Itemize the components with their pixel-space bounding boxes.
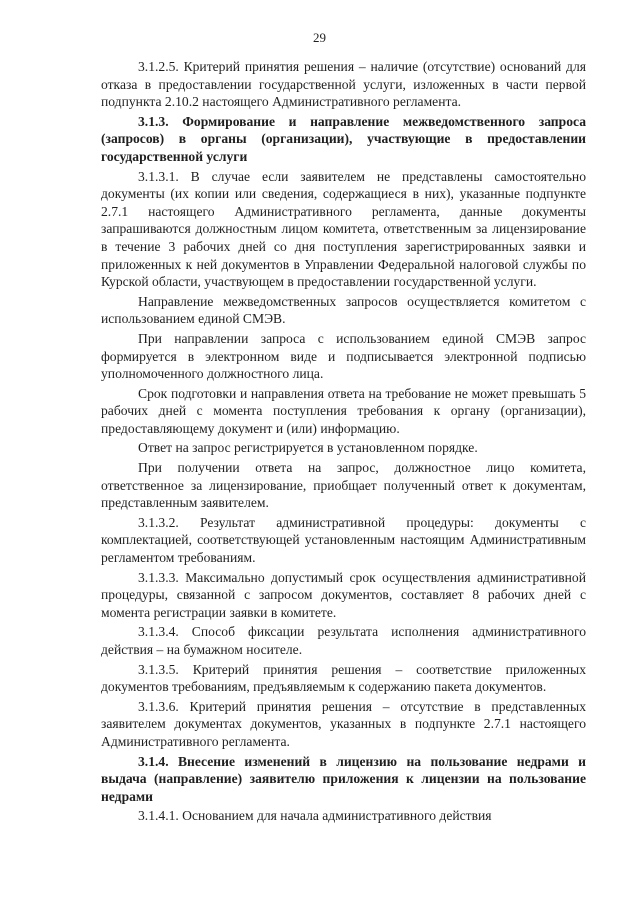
paragraph-3-1-3-6: 3.1.3.6. Критерий принятия решения – отсутствие в представленных заявителем документах документов, указанных в подпункте 2.7.1 настоящего Административного регламента. — [101, 698, 586, 749]
paragraph-3-1-2-5: 3.1.2.5. Критерий принятия решения – наличие (отсутствие) оснований для отказа в предоставлении государственной услуги, изложенных в части первой подпункта 2.10.2 настоящего Административного регламента. — [101, 59, 586, 110]
paragraph-3-1-3-5: 3.1.3.5. Критерий принятия решения – соответствие приложенных документов требованиям, предъявляемым к содержанию пакета документов. — [101, 661, 586, 695]
paragraph-3-1-4-1: 3.1.4.1. Основанием для начала административного действия — [138, 808, 492, 824]
paragraph-response-attachment: При получении ответа на запрос, должностное лицо комитета, ответственное за лицензирование, приобщает полученный ответ к документам, представленным заявителем. — [101, 460, 586, 511]
paragraph-3-1-3-3: 3.1.3.3. Максимально допустимый срок осуществления административной процедуры, связанной с запросом документов, составляет 8 рабочих дней с момента регистрации заявки в комитете. — [101, 569, 586, 620]
paragraph-response-registration: Ответ на запрос регистрируется в установленном порядке. — [138, 440, 478, 456]
paragraph-3-1-3-4: 3.1.3.4. Способ фиксации результата исполнения административного действия – на бумажном носителе. — [101, 624, 586, 657]
paragraph-smev-requests: Направление межведомственных запросов осуществляется комитетом с использованием единой СМЭВ. — [101, 293, 586, 327]
paragraph-electronic-request: При направлении запроса с использованием единой СМЭВ запрос формируется в электронном виде и подписывается электронной подписью уполномоченного должностного лица. — [101, 330, 586, 382]
heading-3-1-4: 3.1.4. Внесение изменений в лицензию на пользование недрами и выдача (направление) заявителю приложения к лицензии на пользование недрами — [101, 753, 586, 804]
paragraph-3-1-3-1: 3.1.3.1. В случае если заявителем не представлены самостоятельно документы (их копии или сведения, содержащиеся в них), указанные подпункте 2.7.1 настоящего Административного регламента, данные документы запрашиваются должностным лицом комитета, ответственным за лицензирование в течение 3 рабочих дней со дня поступления зарегистрированных заявки и приложенных к ней документов в Управлении Федеральной налоговой службы по Курской области, участвующем в предоставлении государственной услуги. — [101, 168, 586, 290]
paragraph-response-deadline: Срок подготовки и направления ответа на требование не может превышать 5 рабочих дней с момента поступления требования к органу (организации), предоставляющему документ и (или) информацию. — [101, 385, 586, 436]
heading-3-1-3: 3.1.3. Формирование и направление межведомственного запроса (запросов) в органы (организации), участвующие в предоставлении государственной услуги — [101, 113, 586, 164]
page-number: 29 — [313, 30, 326, 45]
paragraph-3-1-3-2: 3.1.3.2. Результат административной процедуры: документы с комплектацией, соответствующей установленным настоящим Административным регламентом требованиям. — [101, 514, 586, 566]
document-body — [101, 58, 586, 825]
